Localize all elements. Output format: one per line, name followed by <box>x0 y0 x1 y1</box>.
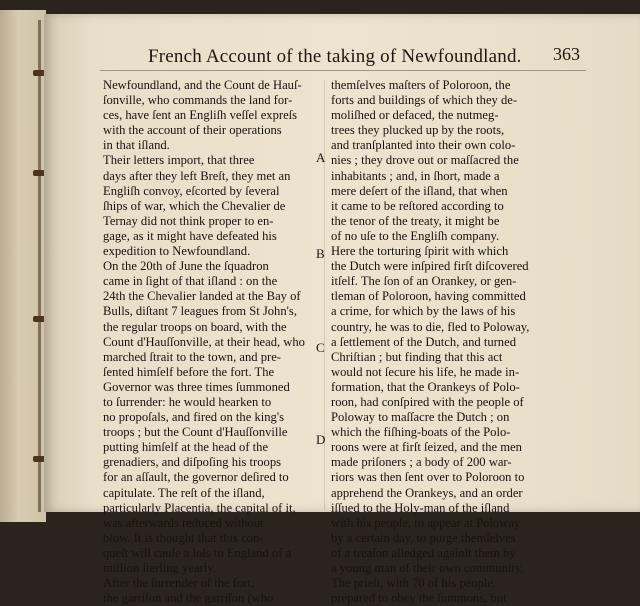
text-line: was afterwards reduced without <box>103 515 264 530</box>
text-line: On the 20th of June the ſquadron <box>103 259 269 274</box>
text-line: prepared to obey the ſummons, but <box>331 591 507 606</box>
text-line: ſhips of war, which the Chevalier de <box>103 198 286 213</box>
text-line: marched ſtrait to the town, and pre- <box>103 349 281 364</box>
text-line: Ternay did not think proper to en- <box>103 213 274 228</box>
text-line: the garriſon and the garriſon (who <box>103 591 274 606</box>
text-line: of no uſe to the Engliſh company. <box>331 228 500 243</box>
margin-letter-d: D <box>316 432 326 447</box>
text-line: ſented himſelf before the fort. The <box>103 364 275 379</box>
text-line: Here the torturing ſpirit with which <box>331 244 509 259</box>
text-line: to ſurrender: he would hearken to <box>103 394 272 409</box>
left-text-column <box>103 78 315 606</box>
text-line: trees they plucked up by the roots, <box>331 123 505 138</box>
text-line: formation, that the Orankeys of Polo- <box>331 379 520 394</box>
text-line: troops ; but the Count d'Hauſſonville <box>103 425 288 440</box>
margin-letter-a: A <box>316 150 326 165</box>
text-line: days after they left Breſt, they met an <box>103 168 291 183</box>
text-line: ſonville, who commands the land for- <box>103 93 293 108</box>
text-line: made priſoners ; a body of 200 war- <box>331 455 512 470</box>
text-line: a ſettlement of the Dutch, and turned <box>331 334 516 349</box>
margin-letter-b: B <box>316 246 325 261</box>
header-rule <box>100 70 586 71</box>
text-line: ces, have ſent an Engliſh veſſel expreſs <box>103 108 298 123</box>
text-line: blow. It is thought that this con- <box>103 530 264 545</box>
text-line: the tenor of the treaty, it might be <box>331 213 500 228</box>
text-line: which the fiſhing-boats of the Polo- <box>331 425 511 440</box>
text-line: Governor was three times ſummoned <box>103 379 290 394</box>
text-line: and tranſplanted into their own colo- <box>331 138 516 153</box>
binding-spine <box>38 20 41 512</box>
text-line: After the ſurrender of the fort, <box>103 576 255 591</box>
text-line: iſſued to the Holy-man of the iſland <box>331 500 510 515</box>
text-line: in that iſland. <box>103 138 170 153</box>
text-line: Count d'Hauſſonville, at their head, who <box>103 334 305 349</box>
text-line: by a certain day, to purge themſelves <box>331 530 516 545</box>
text-line: with the account of their operations <box>103 123 282 138</box>
text-line: roons were at firſt ſeized, and the men <box>331 440 522 455</box>
text-line: with his people, to appear at Poloway <box>331 515 521 530</box>
text-line: putting himſelf at the head of the <box>103 440 269 455</box>
text-line: Their letters import, that three <box>103 153 255 168</box>
running-header <box>110 42 580 72</box>
text-line: Chriſtian ; but finding that this act <box>331 349 503 364</box>
text-line: 24th the Chevalier landed at the Bay of <box>103 289 301 304</box>
text-line: moliſhed or defaced, the nutmeg- <box>331 108 499 123</box>
text-line: the regular troops on board, with the <box>103 319 287 334</box>
text-line: of a treaſon alledged againſt them by <box>331 545 516 560</box>
text-line: particularly Placentia, the capital of it, <box>103 500 296 515</box>
margin-letter-c: C <box>316 340 325 355</box>
text-line: The prieſt, with 70 of his people, <box>331 576 497 591</box>
text-line: gage, as it might have defeated his <box>103 228 277 243</box>
text-line: itſelf. The ſon of an Orankey, or gen- <box>331 274 517 289</box>
text-line: Bulls, diſtant 7 leagues from St John's, <box>103 304 297 319</box>
text-line: a young man of their own community. <box>331 561 524 575</box>
text-line: forts and buildings of which they de- <box>331 93 518 108</box>
text-line: Engliſh convoy, eſcorted by ſeveral <box>103 183 280 198</box>
text-line: apprehend the Orankeys, and an order <box>331 485 523 500</box>
text-line: capitulate. The reſt of the iſland, <box>103 485 265 500</box>
text-line: expedition to Newfoundland. <box>103 244 251 259</box>
text-line: the Dutch were inſpired firſt diſcovered <box>331 259 529 274</box>
text-line: grenadiers, and diſpoſing his troops <box>103 455 282 470</box>
text-line: million ſterling yearly. <box>103 561 216 575</box>
right-text-column <box>331 78 549 606</box>
text-line: for an aſſault, the governor deſired to <box>103 470 289 485</box>
text-line: came in ſight of that iſland : on the <box>103 274 278 289</box>
text-line: riors was then ſent over to Poloroon to <box>331 470 525 485</box>
text-line: queſt will cauſe a loſs to England of a <box>103 545 292 560</box>
text-line: tleman of Poloroon, having committed <box>331 289 526 304</box>
text-line: mere deſert of the iſland, that when <box>331 183 508 198</box>
text-line: Poloway to maſſacre the Dutch ; on <box>331 410 510 425</box>
text-line: themſelves maſters of Poloroon, the <box>331 78 511 92</box>
text-line: a crime, for which by the laws of his <box>331 304 516 319</box>
text-line: inhabitants ; and, in ſhort, made a <box>331 168 500 183</box>
text-line: no propoſals, and fired on the king's <box>103 410 284 425</box>
page-title: French Account of the taking of Newfoundland. <box>148 46 522 67</box>
text-line: roon, had conſpired with the people of <box>331 394 524 409</box>
text-line: Newfoundland, and the Count de Hauſ- <box>103 78 302 92</box>
text-line: would not ſecure his life, he made in- <box>331 364 520 379</box>
text-line: country, he was to die, fled to Poloway, <box>331 319 530 334</box>
text-line: nies ; they drove out or maſſacred the <box>331 153 519 168</box>
page-number: 363 <box>553 44 580 64</box>
text-line: it came to be reſtored according to <box>331 198 504 213</box>
